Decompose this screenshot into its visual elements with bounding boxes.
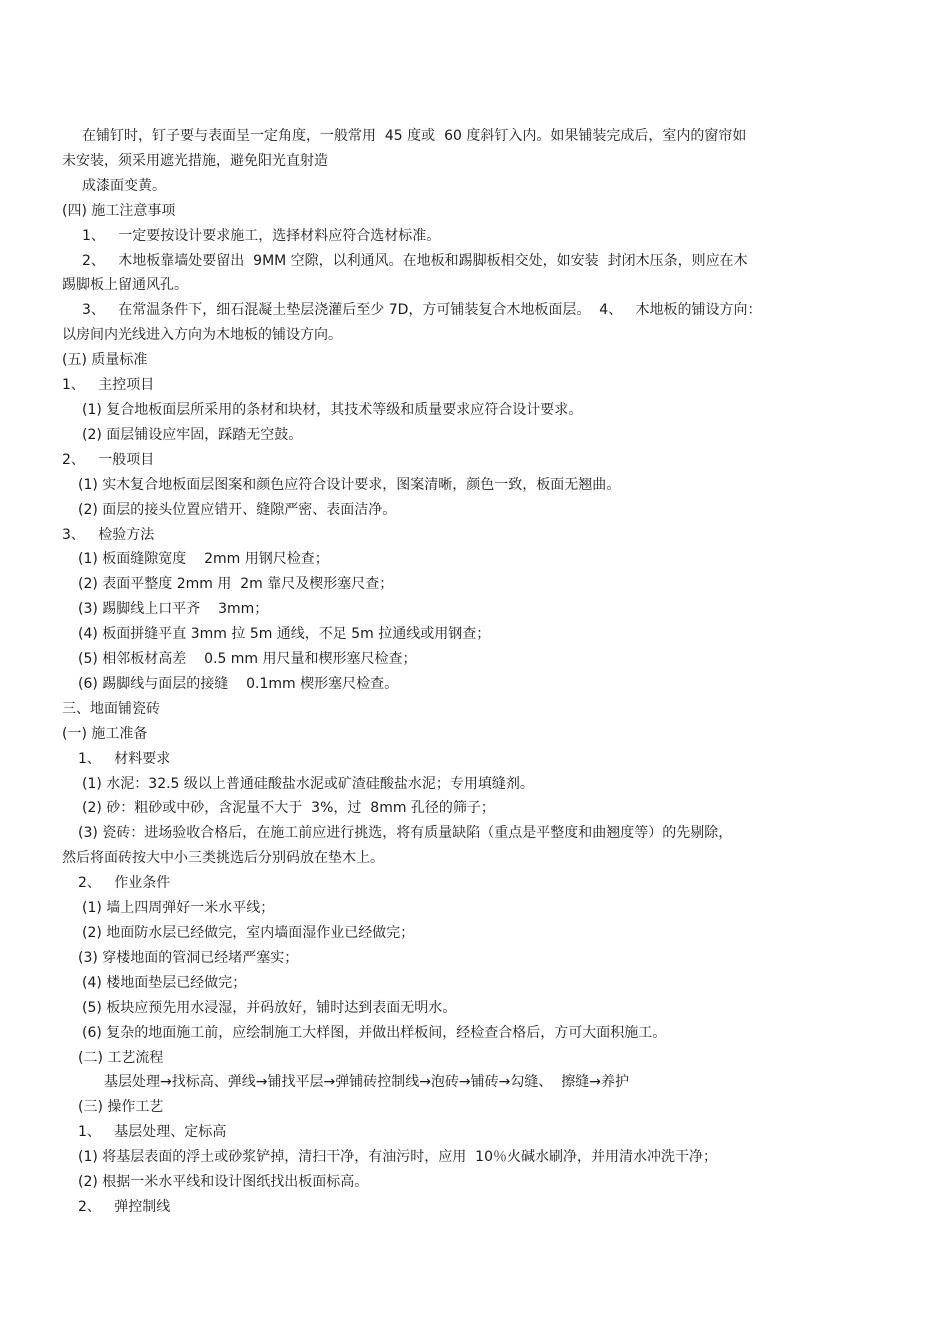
text-line: (2) 根据一米水平线和设计图纸找出板面标高。 bbox=[78, 1174, 369, 1191]
text-line: 以房间内光线进入方向为木地板的铺设方向。 bbox=[62, 327, 342, 344]
text-line: (2) 面层的接头位置应错开、缝隙严密、表面洁净。 bbox=[78, 501, 397, 518]
text-line: (1) 板面缝隙宽度 2mm 用钢尺检查； bbox=[78, 551, 329, 568]
text-line: 未安装，须采用遮光措施，避免阳光直射造 bbox=[62, 152, 328, 169]
text-line: 成漆面变黄。 bbox=[82, 177, 166, 194]
text-line: (6) 复杂的地面施工前，应绘制施工大样图，并做出样板间，经检查合格后，方可大面积施工。 bbox=[82, 1024, 667, 1041]
text-line: (5) 相邻板材高差 0.5 mm 用尺量和楔形塞尺检查； bbox=[78, 651, 417, 668]
text-line: 然后将面砖按大中小三类挑选后分别码放在垫木上。 bbox=[62, 850, 384, 867]
text-line: (1) 复合地板面层所采用的条材和块材，其技术等级和质量要求应符合设计要求。 bbox=[82, 401, 583, 418]
text-line: 在铺钉时，钉子要与表面呈一定角度，一般常用 45 度或 60 度斜钉入内。如果铺装完成后，室内的窗帘如 bbox=[82, 128, 747, 144]
text-line: 1、 材料要求 bbox=[78, 750, 171, 767]
text-line: (5) 板块应预先用水浸湿，并码放好，铺时达到表面无明水。 bbox=[82, 999, 457, 1016]
text-line: (2) 面层铺设应牢固，踩踏无空鼓。 bbox=[82, 426, 303, 443]
text-line: (2) 表面平整度 2mm 用 2m 靠尺及楔形塞尺查； bbox=[78, 576, 394, 593]
text-line: (五) 质量标准 bbox=[62, 352, 148, 369]
text-line: 踢脚板上留通风孔。 bbox=[62, 277, 188, 294]
text-line: 2、 作业条件 bbox=[78, 875, 171, 892]
text-line: (3) 踢脚线上口平齐 3mm； bbox=[78, 601, 269, 618]
document-page bbox=[62, 124, 868, 1220]
text-line: (1) 水泥：32.5 级以上普通硅酸盐水泥或矿渣硅酸盐水泥；专用填缝剂。 bbox=[82, 775, 534, 792]
text-line: (6) 踢脚线与面层的接缝 0.1mm 楔形塞尺检查。 bbox=[78, 675, 399, 692]
text-line: (3) 瓷砖：进场验收合格后，在施工前应进行挑选，将有质量缺陷（重点是平整度和曲翘度等）的先剔除， bbox=[78, 825, 733, 842]
text-line: (2) 砂：粗砂或中砂，含泥量不大于 3%，过 8mm 孔径的筛子； bbox=[82, 800, 495, 817]
text-line: 三、地面铺瓷砖 bbox=[62, 700, 160, 717]
text-line: (4) 楼地面垫层已经做完； bbox=[82, 974, 247, 991]
text-line: (四) 施工注意事项 bbox=[62, 202, 176, 219]
text-line: 2、 弹控制线 bbox=[78, 1198, 171, 1215]
text-line: (1) 墙上四周弹好一米水平线； bbox=[82, 900, 275, 917]
text-line: 2、 木地板靠墙处要留出 9MM 空隙，以利通风。在地板和踢脚板相交处，如安装 封闭木压条，则应在木 bbox=[82, 252, 748, 269]
text-line: 2、 一般项目 bbox=[62, 451, 155, 468]
text-line: 1、 主控项目 bbox=[62, 377, 155, 394]
text-line: 1、 基层处理、定标高 bbox=[78, 1124, 227, 1141]
text-line: 3、 在常温条件下，细石混凝土垫层浇灌后至少 7D，方可铺装复合木地板面层。 4、 木地板的铺设方向： bbox=[82, 302, 762, 319]
text-line: 3、 检验方法 bbox=[62, 526, 155, 543]
text-line: (4) 板面拼缝平直 3mm 拉 5m 通线，不足 5m 拉通线或用钢查； bbox=[78, 626, 491, 643]
text-line: (2) 地面防水层已经做完，室内墙面湿作业已经做完； bbox=[82, 925, 415, 941]
text-line: (1) 将基层表面的浮土或砂浆铲掉，清扫干净，有油污时，应用 10％火碱水刷净，并用清水冲洗干净； bbox=[78, 1149, 717, 1166]
text-line: (三) 操作工艺 bbox=[78, 1099, 164, 1116]
text-line: (二) 工艺流程 bbox=[78, 1049, 164, 1066]
text-line: (1) 实木复合地板面层图案和颜色应符合设计要求，图案清晰，颜色一致，板面无翘曲。 bbox=[78, 476, 621, 493]
text-line: 基层处理→找标高、弹线→铺找平层→弹铺砖控制线→泡砖→铺砖→勾缝、 擦缝→养护 bbox=[104, 1074, 630, 1091]
text-line: 1、 一定要按设计要求施工，选择材料应符合选材标准。 bbox=[82, 227, 441, 244]
text-line: (3) 穿楼地面的管洞已经堵严塞实； bbox=[78, 949, 299, 966]
text-line: (一) 施工准备 bbox=[62, 725, 148, 742]
